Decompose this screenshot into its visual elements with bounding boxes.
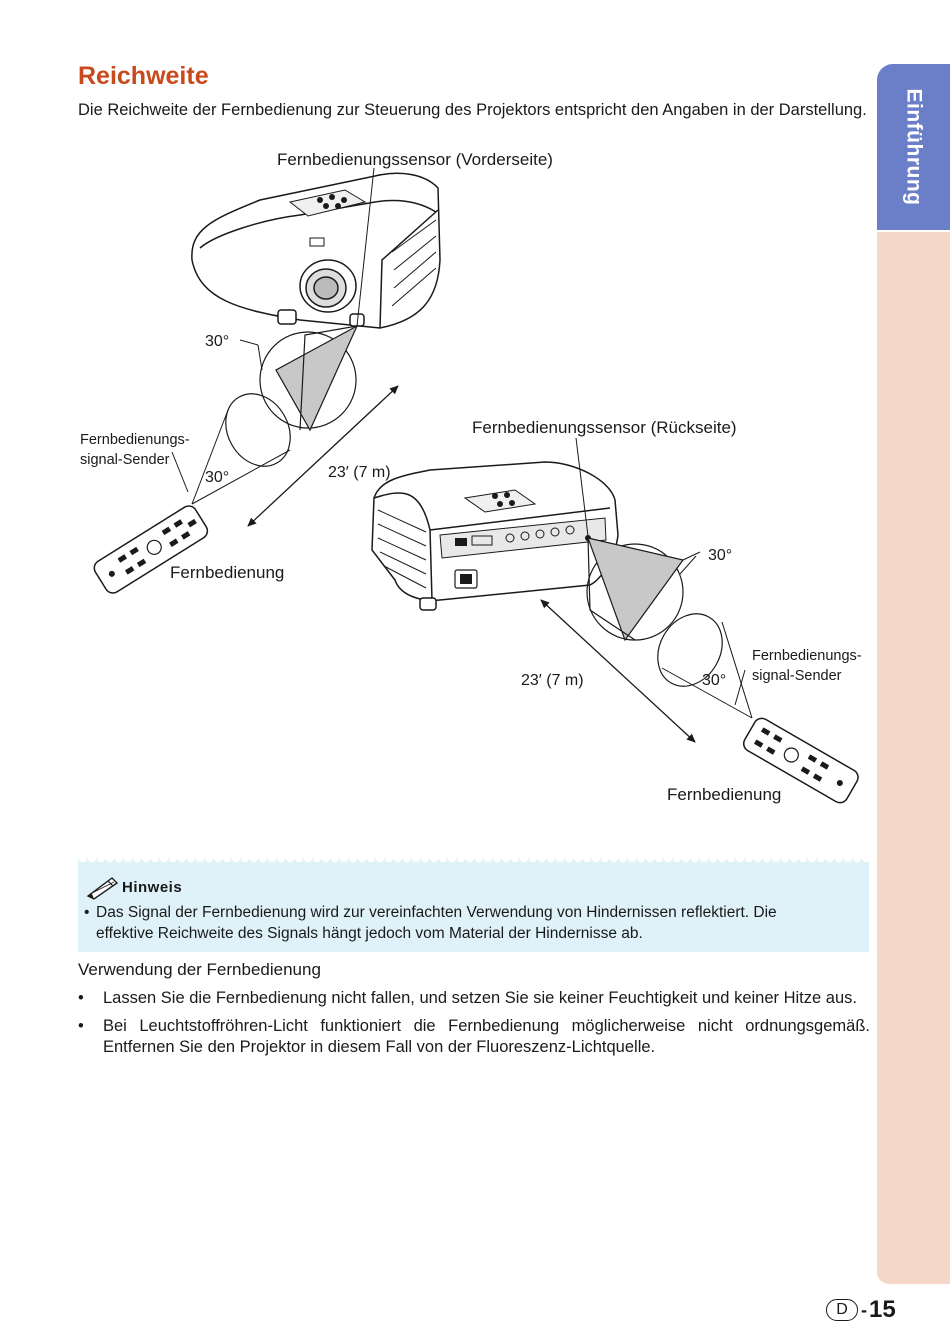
note-text: [84, 902, 864, 944]
page-number: [826, 1296, 896, 1324]
front-remote-cone: [172, 382, 303, 504]
page-letter: D: [836, 1301, 848, 1318]
note-heading: [86, 874, 182, 900]
front-remote-illustration: [91, 503, 210, 596]
intro-paragraph: Die Reichweite der Fernbedienung zur Steuerung des Projektors entspricht den Angaben in der Darstellung.: [78, 101, 867, 119]
rear-sensor-label: Fernbedienungssensor (Rückseite): [472, 418, 737, 437]
list-item: [78, 988, 870, 1009]
section-tab-label-wrap: [877, 64, 950, 230]
front-angle-label-bottom: 30°: [205, 469, 230, 486]
rear-angle-label-top: 30°: [708, 547, 733, 564]
rear-distance-label: 23′ (7 m): [521, 672, 584, 689]
list-bullet: •: [78, 989, 84, 1007]
usage-list: [78, 988, 870, 1065]
list-item-text: Bei Leuchtstoffröhren-Licht funktioniert die Fernbedienung möglicherweise nicht ordnungsgemäß. Entfernen Sie den Projektor in diesem Fall von der Fluoreszenz-Lichtquelle.: [103, 1017, 870, 1056]
front-sender-label-line2: signal-Sender: [80, 452, 170, 468]
rear-sender-label-line1: Fernbedienungs-: [752, 648, 862, 664]
note-text-line2: effektive Reichweite des Signals hängt jedoch vom Material der Hindernisse ab.: [96, 925, 643, 942]
usage-heading: Verwendung der Fernbedienung: [78, 960, 321, 979]
list-item: [78, 1016, 870, 1058]
projector-rear-illustration: [372, 462, 618, 610]
note-title: Hinweis: [122, 878, 183, 896]
list-item-text: Lassen Sie die Fernbedienung nicht fallen, und setzen Sie sie keiner Feuchtigkeit und keiner Hitze aus.: [103, 989, 857, 1007]
rear-remote-label: Fernbedienung: [667, 785, 782, 804]
front-distance-label: 23′ (7 m): [328, 464, 391, 481]
page-dash: -: [861, 1299, 867, 1320]
rear-angle-label-bottom: 30°: [702, 672, 727, 689]
note-bullet: •: [84, 904, 90, 921]
front-sender-label-line1: Fernbedienungs-: [80, 432, 190, 448]
range-diagram: [0, 140, 870, 820]
note-text-line1: Das Signal der Fernbedienung wird zur vereinfachten Verwendung von Hindernissen reflektiert. Die: [96, 904, 777, 921]
side-band: [877, 232, 950, 1284]
page-letter-badge: [826, 1299, 858, 1321]
note-box: [78, 858, 869, 952]
page-title: Reichweite: [78, 62, 209, 90]
rear-remote-cone: [645, 602, 752, 718]
rear-reception-cone: [587, 538, 700, 640]
projector-front-illustration: [192, 173, 440, 328]
front-reception-cone: [240, 326, 357, 430]
section-tab-label: Einführung: [902, 88, 926, 206]
rear-sender-label-line2: signal-Sender: [752, 668, 842, 684]
note-scallop-border: [78, 858, 869, 868]
front-angle-label-top: 30°: [205, 333, 230, 350]
front-remote-label: Fernbedienung: [170, 563, 285, 582]
page-number-value: 15: [869, 1296, 896, 1323]
front-sensor-label: Fernbedienungssensor (Vorderseite): [277, 150, 553, 169]
list-bullet: •: [78, 1017, 84, 1035]
pencil-icon: [86, 874, 120, 900]
